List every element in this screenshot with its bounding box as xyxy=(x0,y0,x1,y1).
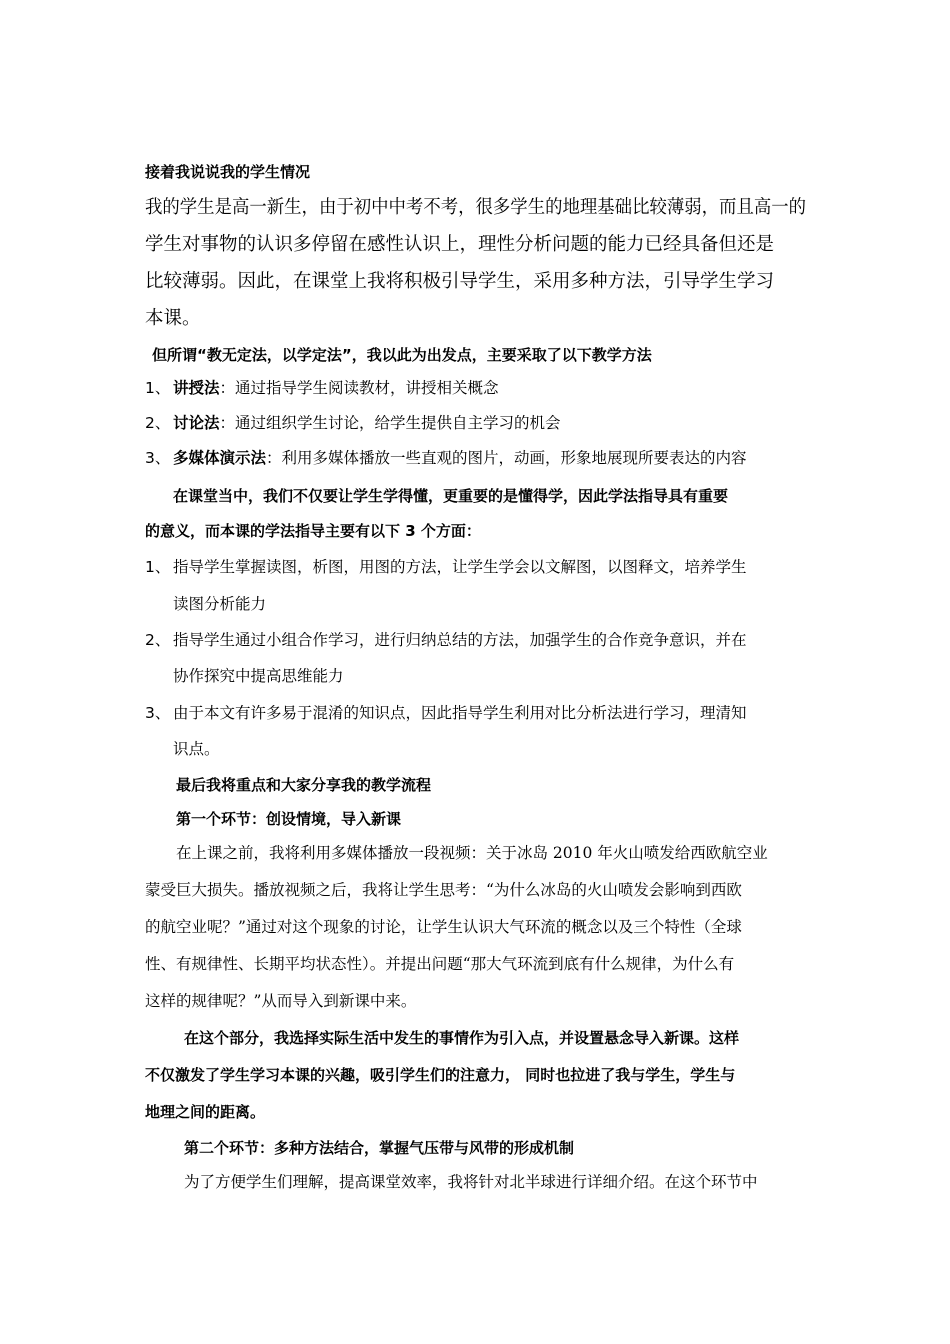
list-item-study-1 xyxy=(145,560,747,576)
method-term: 讲授法 xyxy=(173,379,220,397)
paragraph-line: 本课。 xyxy=(145,308,201,329)
paragraph-line: 比较薄弱。因此，在课堂上我将积极引导学生，采用多种方法，引导学生学习 xyxy=(145,271,775,292)
paragraph-line: 蒙受巨大损失。播放视频之后，我将让学生思考：“为什么冰岛的火山喷发会影响到西欧 xyxy=(145,881,742,899)
paragraph-line: 性、有规律性、长期平均状态性）。并提出问题“那大气环流到底有什么规律，为什么有 xyxy=(145,955,735,973)
list-text: 由于本文有许多易于混淆的知识点，因此指导学生利用对比分析法进行学习，理清知 xyxy=(173,704,747,722)
method-text: ：通过组织学生讨论，给学生提供自主学习的机会 xyxy=(219,414,561,432)
list-item-method-3 xyxy=(145,451,747,467)
paragraph-line: 在上课之前，我将利用多媒体播放一段视频：关于冰岛 2010 年火山喷发给西欧航空业 xyxy=(176,844,768,862)
heading-step-2: 第二个环节：多种方法结合，掌握气压带与风带的形成机制 xyxy=(184,1139,575,1157)
list-number: 1、 xyxy=(145,558,171,576)
list-text: 指导学生掌握读图，析图，用图的方法，让学生学会以文解图，以图释文，培养学生 xyxy=(173,558,747,576)
heading-student-situation: 接着我说说我的学生情况 xyxy=(145,163,311,181)
list-text: 指导学生通过小组合作学习，进行归纳总结的方法，加强学生的合作竞争意识，并在 xyxy=(173,631,747,649)
paragraph-line: 的航空业呢？”通过对这个现象的讨论，让学生认识大气环流的概念以及三个特性（全球 xyxy=(145,918,742,936)
heading-step-1: 第一个环节：创设情境，导入新课 xyxy=(176,810,402,828)
paragraph-line: 我的学生是高一新生，由于初中中考不考，很多学生的地理基础比较薄弱，而且高一的 xyxy=(145,197,807,218)
paragraph-line: 为了方便学生们理解，提高课堂效率，我将针对北半球进行详细介绍。在这个环节中 xyxy=(184,1173,758,1191)
paragraph-line-bold: 的意义，而本课的学法指导主要有以下 3 个方面： xyxy=(145,522,481,540)
paragraph-line-bold: 在这个部分，我选择实际生活中发生的事情作为引入点，并设置悬念导入新课。这样 xyxy=(184,1029,740,1047)
list-item-continuation: 读图分析能力 xyxy=(173,595,267,613)
heading-teaching-flow: 最后我将重点和大家分享我的教学流程 xyxy=(176,776,432,794)
method-text: ：通过指导学生阅读教材，讲授相关概念 xyxy=(219,379,499,397)
list-item-study-2 xyxy=(145,633,747,649)
list-number: 3、 xyxy=(145,704,171,722)
list-item-continuation: 协作探究中提高思维能力 xyxy=(173,667,344,685)
paragraph-line: 学生对事物的认识多停留在感性认识上，理性分析问题的能力已经具备但还是 xyxy=(145,234,775,255)
list-item-study-3 xyxy=(145,706,747,722)
method-text: ：利用多媒体播放一些直观的图片，动画，形象地展现所要表达的内容 xyxy=(266,449,747,467)
list-number: 2、 xyxy=(145,631,171,649)
paragraph-line-bold: 不仅激发了学生学习本课的兴趣，吸引学生们的注意力， 同时也拉进了我与学生，学生与 xyxy=(145,1066,736,1084)
list-number: 2、 xyxy=(145,414,171,432)
method-term: 多媒体演示法 xyxy=(173,449,267,467)
list-number: 1、 xyxy=(145,379,171,397)
paragraph-line-bold: 地理之间的距离。 xyxy=(145,1103,266,1121)
paragraph-line-bold: 在课堂当中，我们不仅要让学生学得懂，更重要的是懂得学，因此学法指导具有重要 xyxy=(173,487,729,505)
list-number: 3、 xyxy=(145,449,171,467)
list-item-method-2 xyxy=(145,416,561,432)
method-term: 讨论法 xyxy=(173,414,220,432)
paragraph-line: 这样的规律呢？”从而导入到新课中来。 xyxy=(145,992,417,1010)
heading-teaching-methods: 但所谓“教无定法，以学定法”，我以此为出发点，主要采取了以下教学方法 xyxy=(152,346,652,364)
list-item-continuation: 识点。 xyxy=(173,740,220,758)
list-item-method-1 xyxy=(145,381,499,397)
